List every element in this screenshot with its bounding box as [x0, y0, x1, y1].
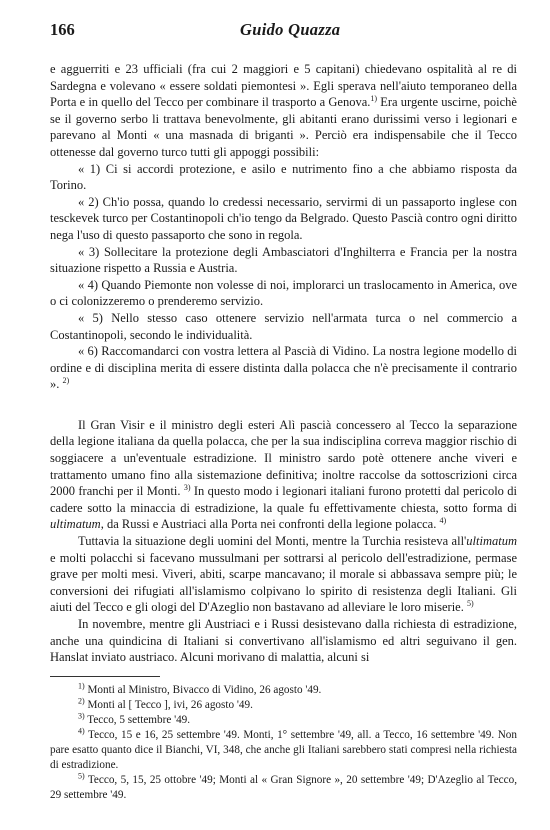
text-segment: Il Gran Visir e il ministro degli esteri Alì pascià concessero al Tecco la separazione della legione italiana da quella polacca, che per la sua indisciplina correva maggior rischio di soggiacere a un'eventuale estradizione. Il ministro sardo potè ottenere anche viveri e trattamento umano fino alla sistemazione definitiva; inoltre raccolse da sottoscrizioni circa 2000 franchi per il Monti. — [50, 417, 517, 499]
running-head: Guido Quazza — [240, 20, 341, 39]
footnote-mark: 4) — [78, 726, 85, 736]
footnote-mark: 3) — [78, 711, 85, 721]
paragraph — [50, 533, 517, 616]
footnote-text: Tecco, 15 e 16, 25 settembre '49. Monti, 1° settembre '49, all. a Tecco, 16 settembre '49. Non pare esatto quanto dice il Bianchi, VI, 348, che anche gli Italiani sarebbero stati compresi nella richiesta di estradizione. — [50, 729, 517, 771]
footnote — [50, 773, 517, 803]
footnote-mark: 5) — [78, 771, 85, 781]
footnote-text: Tecco, 5, 15, 25 ottobre '49; Monti al « Gran Signore », 20 settembre '49; D'Azeglio al Tecco, 29 settembre '49. — [50, 774, 517, 801]
page-header — [50, 20, 515, 42]
text-segment: e molti polacchi si facevano mussulmani per sottrarsi al pericolo dell'estradizione, permase grave per molti mesi. Viveri, abiti, scarpe mancavano; il morale si abbassava sempre più; le conversioni dei rifugiati all'islamismo colpivano lo spirito di resistenza degli Italiani. Gli aiuti del Tecco e gli ologi del D'Azeglio non bastavano ad alleviare le loro miserie. — [50, 550, 517, 615]
footnote-text: Tecco, 5 settembre '49. — [84, 714, 191, 726]
paragraph — [50, 61, 517, 161]
footnote-ref: 5) — [466, 599, 474, 609]
text-segment: Tuttavia la situazione degli uomini del Monti, mentre la Turchia resisteva all' — [78, 534, 467, 549]
paragraph: In novembre, mentre gli Austriaci e i Russi desistevano dalla richiesta di estradizione, anche una quindicina di Italiani si convertivano all'islamismo ed altri seguivano il gen. Hanslat inviato austriaco. Alcuni morivano di malattia, alcuni si — [50, 617, 517, 665]
footnote-ref: 4) — [439, 516, 447, 526]
footnote-text: Monti al [ Tecco ], ivi, 26 agosto '49. — [84, 699, 253, 711]
footnote-mark: 2) — [78, 696, 85, 706]
text-segment: Era urgente uscirne, poichè se il governo serbo li trattava benevolmente, gli abitanti erano durissimi verso i legionari e parevano al Monti « una masnada di briganti ». Perciò era indispensabile che il Tecco ottenesse dal governo turco tutti gli appoggi possibili: — [50, 95, 517, 159]
footnote-text: Monti al Ministro, Bivacco di Vidino, 26 agosto '49. — [84, 684, 322, 696]
footnote-ref: 2) — [62, 376, 70, 386]
quote-item: « 4) Quando Piemonte non volesse di noi, implorarci un traslocamento in America, ove o ci colonizzeremo o prenderemo servizio. — [50, 277, 517, 309]
quote-item: « 2) Ch'io possa, quando lo credessi necessario, servirmi di un passaporto inglese con tesckevek turco per Costantinopoli ch'io tengo da Belgrado. Questo Pascià contro ogni diritto nega l'uso di questo passaporto che sono in regola. — [50, 194, 517, 242]
footnote — [50, 698, 517, 713]
quote-item — [50, 343, 517, 393]
italic-term: ultimatum — [50, 517, 101, 532]
footnote-divider — [50, 676, 160, 677]
footnote-mark: 1) — [78, 681, 85, 691]
text-segment: « 6) Raccomandarci con vostra lettera al Pascià di Vidino. La nostra legione modello di ordine e di disciplina merita di essere distinta dalla polacca che n'è precisamente il contrario ». — [50, 344, 517, 392]
footnote — [50, 728, 517, 773]
footnote — [50, 683, 517, 698]
quote-item: « 3) Sollecitare la protezione degli Ambasciatori d'Inghilterra e Francia per la nostra situazione rispetto a Russia e Austria. — [50, 244, 517, 276]
quote-item: « 5) Nello stesso caso ottenere servizio nell'armata turca o nel commercio a Costantinopoli, secondo le individualità. — [50, 310, 517, 342]
text-segment: , da Russi e Austriaci alla Porta nei confronti della legione polacca. — [100, 517, 437, 532]
text-segment: e agguerriti e 23 ufficiali (fra cui 2 maggiori e 5 capitani) chiedevano ospitalità al re di Sardegna e volevano « essere soldati piemontesi ». Egli sperava nell'aiuto temporaneo della Porta e in quello del Tecco per combinare il trasporto a Genova. — [50, 62, 517, 110]
footnotes — [50, 683, 517, 803]
main-text — [50, 61, 517, 666]
italic-term: ultimatum — [466, 534, 517, 549]
page-number: 166 — [50, 20, 75, 39]
quote-item: « 1) Ci si accordi protezione, e asilo e nutrimento fino a che abbiamo risposta da Torino. — [50, 161, 517, 193]
footnote-ref: 3) — [183, 483, 191, 493]
footnote-ref: 1) — [370, 94, 378, 104]
footnote — [50, 713, 517, 728]
paragraph — [50, 417, 517, 533]
section-gap — [50, 393, 517, 417]
text-segment: In questo modo i legionari italiani furono protetti dal pericolo di cadere sotto la minaccia di estradizione, la quale fu effettivamente chiesta, sotto forma di — [50, 484, 518, 515]
